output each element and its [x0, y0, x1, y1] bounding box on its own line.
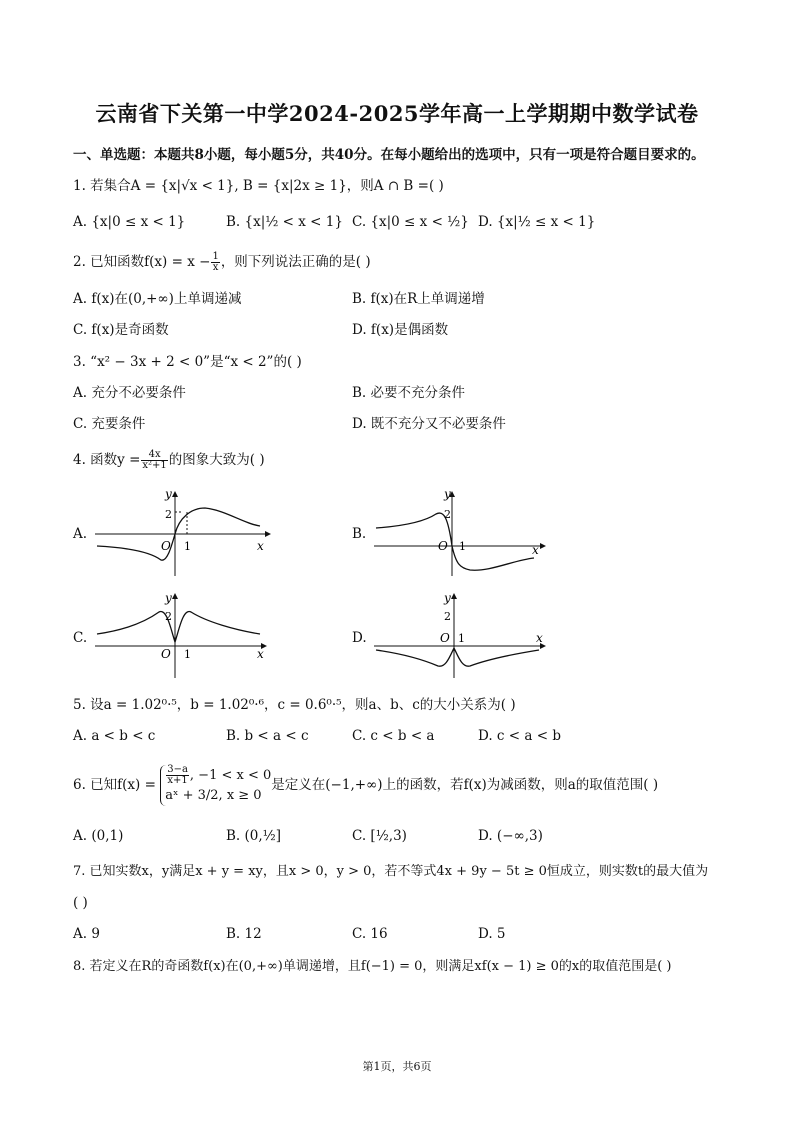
q4-frac-num: 4x — [141, 450, 167, 461]
section-heading: 一、单选题：本题共8小题，每小题5分，共40分。在每小题给出的选项中，只有一项是符合题目要求的。 — [73, 147, 705, 163]
q2-option-c: C. f(x)是奇函数 — [73, 322, 169, 338]
q2-option-a: A. f(x)在(0,+∞)上单调递减 — [73, 291, 242, 307]
q1-option-c: C. {x|0 ≤ x < ½} — [352, 214, 469, 230]
q6-piece1-num: 3−a — [167, 764, 188, 775]
q4-graph-label-b: B. — [352, 526, 367, 542]
q5-option-b: B. b < a < c — [226, 728, 309, 744]
q4-graph-label-d: D. — [352, 630, 367, 646]
q4-b-axis-x: x — [532, 543, 539, 557]
q4-c-tick-y: 2 — [165, 610, 172, 623]
q4-frac-den: x²+1 — [142, 460, 167, 471]
q5-option-c: C. c < b < a — [352, 728, 435, 744]
q4-a-origin: O — [161, 539, 171, 553]
q7-option-d: D. 5 — [478, 926, 506, 942]
q5-stem: 5. 设a = 1.02⁰·⁵，b = 1.02⁰·⁶，c = 0.6⁰·⁵，则a、b、c的大小关系为( ) — [73, 697, 516, 713]
q4-c-origin: O — [161, 647, 171, 661]
q7-stem: 7. 已知实数x，y满足x + y = xy，且x > 0，y > 0，若不等式4x + 9y − 5t ≥ 0恒成立，则实数t的最大值为 — [73, 864, 709, 879]
q6-option-c: C. [½,3) — [352, 828, 407, 844]
q6-piece1-cond: , −1 < x < 0 — [189, 768, 272, 783]
q2-frac-num: 1 — [212, 251, 219, 262]
q4-b-tick-y: 2 — [444, 508, 451, 521]
q4-a-axis-y: y — [165, 487, 172, 501]
q6-stem — [73, 765, 658, 806]
q2-option-b: B. f(x)在R上单调递增 — [352, 291, 485, 307]
q2-option-d: D. f(x)是偶函数 — [352, 322, 449, 338]
q3-option-d: D. 既不充分又不必要条件 — [352, 416, 506, 432]
q6-piece-1 — [165, 765, 271, 786]
q5-option-a: A. a < b < c — [73, 728, 156, 744]
q4-c-tick-x: 1 — [184, 648, 191, 661]
q7-stem-cont: ( ) — [73, 895, 88, 911]
q2-stem-pre: 2. 已知函数f(x) = x − — [73, 254, 211, 270]
q8-stem: 8. 若定义在R的奇函数f(x)在(0,+∞)单调递增，且f(−1) = 0，则满足xf(x − 1) ≥ 0的x的取值范围是( ) — [73, 959, 672, 974]
q4-d-axis-y: y — [444, 591, 451, 605]
q4-d-axis-x: x — [536, 631, 543, 645]
q4-graph-label-a: A. — [73, 526, 88, 542]
q6-option-a: A. (0,1) — [73, 828, 124, 844]
q4-graph-c — [95, 590, 275, 680]
q4-b-origin: O — [438, 539, 448, 553]
q2-frac-den: x — [212, 262, 219, 273]
q4-stem-pre: 4. 函数y = — [73, 452, 141, 468]
q2-stem-post: ，则下列说法正确的是( ) — [220, 254, 371, 270]
q4-graph-d — [374, 590, 554, 680]
page-title: 云南省下关第一中学2024-2025学年高一上学期期中数学试卷 — [95, 101, 699, 126]
q4-b-axis-y: y — [444, 487, 451, 501]
q7-option-c: C. 16 — [352, 926, 388, 942]
q4-graph-b — [374, 488, 554, 578]
q6-option-d: D. (−∞,3) — [478, 828, 543, 844]
q3-option-b: B. 必要不充分条件 — [352, 385, 466, 401]
q6-option-b: B. (0,½] — [226, 828, 282, 844]
q7-option-a: A. 9 — [73, 926, 100, 942]
q4-d-origin: O — [440, 631, 450, 645]
q4-b-tick-x: 1 — [459, 540, 466, 553]
q1-option-d: D. {x|½ ≤ x < 1} — [478, 214, 596, 230]
q6-piecewise — [160, 765, 271, 806]
q4-stem-post: 的图象大致为( ) — [168, 452, 265, 468]
q6-stem-pre: 6. 已知f(x) = — [73, 777, 156, 793]
q4-c-axis-y: y — [165, 591, 172, 605]
q4-a-tick-y: 2 — [165, 508, 172, 521]
q4-d-tick-y: 2 — [444, 610, 451, 623]
q2-stem — [73, 252, 371, 273]
q3-option-c: C. 充要条件 — [73, 416, 146, 432]
q3-option-a: A. 充分不必要条件 — [73, 385, 186, 401]
q7-option-b: B. 12 — [226, 926, 262, 942]
q1-option-b: B. {x|½ < x < 1} — [226, 214, 343, 230]
q4-a-axis-x: x — [257, 539, 264, 553]
q3-stem: 3. “x² − 3x + 2 < 0”是“x < 2”的( ) — [73, 354, 302, 370]
page-footer: 第1页，共6页 — [362, 1060, 432, 1073]
q6-piece1-den: x+1 — [167, 775, 188, 786]
q4-fraction — [141, 450, 167, 471]
q4-c-axis-x: x — [257, 647, 264, 661]
q1-option-a: A. {x|0 ≤ x < 1} — [73, 214, 186, 230]
q6-piece-2: aˣ + 3/2, x ≥ 0 — [165, 788, 262, 803]
q4-stem — [73, 450, 265, 471]
q5-option-d: D. c < a < b — [478, 728, 561, 744]
q1-stem: 1. 若集合A = {x|√x < 1}, B = {x|2x ≥ 1}，则A ∩ B =( ) — [73, 178, 444, 194]
q4-graph-a — [95, 488, 275, 578]
q6-piece1-fraction — [166, 765, 189, 786]
q6-stem-post: 是定义在(−1,+∞)上的函数，若f(x)为减函数，则a的取值范围( ) — [271, 777, 659, 793]
q4-graph-label-c: C. — [73, 630, 88, 646]
q2-fraction — [211, 252, 219, 273]
q4-d-tick-x: 1 — [458, 632, 465, 645]
q4-a-tick-x: 1 — [184, 540, 191, 553]
